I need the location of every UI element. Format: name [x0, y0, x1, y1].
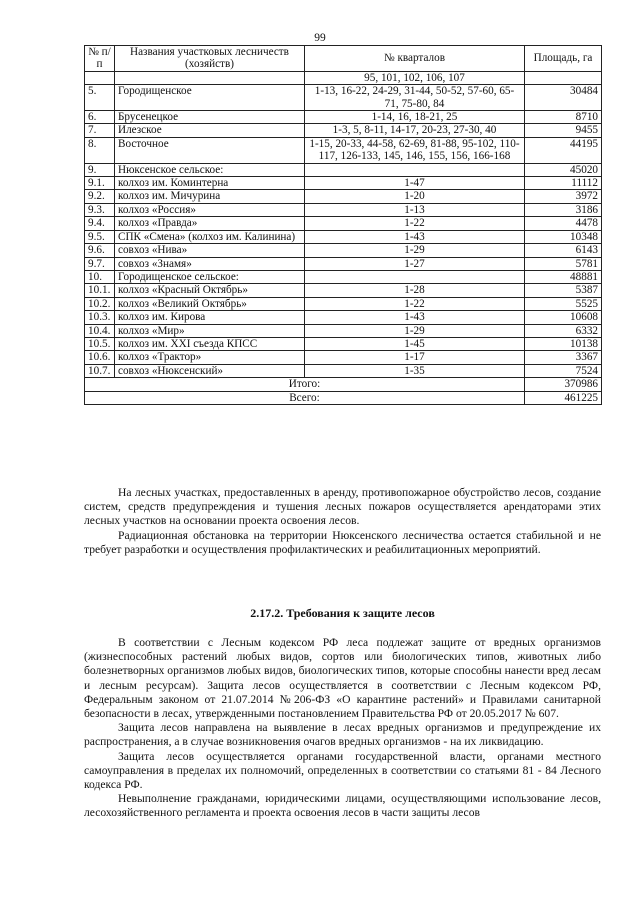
row-name: Городищенское	[115, 85, 305, 111]
table-row	[85, 257, 602, 270]
row-name: колхоз им. Кирова	[115, 311, 305, 324]
row-number: 9.1.	[85, 177, 115, 190]
row-number: 9.	[85, 163, 115, 176]
row-number: 9.6.	[85, 244, 115, 257]
header-quarters: № кварталов	[305, 46, 525, 72]
header-number: № п/п	[85, 46, 115, 72]
row-quarters: 1-22	[305, 217, 525, 230]
paragraph: В соответствии с Лесным кодексом РФ леса подлежат защите от вредных организмов (жизнеспособных растений любых видов, сортов или биологических типов, животных либо болезнетворных организмов любых видов, биологических типов, которые способны нанести вред лесам и лесным ресурсам). Защита лесов осуществляется в соответствии с Лесным кодексом РФ, Федеральным законом от 21.07.2014 №206-ФЗ «О карантине растений» и Правилами санитарной безопасности в лесах, утвержденными постановлением Правительства РФ от 20.05.2017 № 607.	[84, 636, 601, 721]
row-area: 3972	[525, 190, 602, 203]
table-row	[85, 190, 602, 203]
row-quarters: 1-35	[305, 364, 525, 377]
row-name: Городищенское сельское:	[115, 270, 305, 283]
row-name: колхоз им. XXI съезда КПСС	[115, 337, 305, 350]
row-quarters: 1-29	[305, 244, 525, 257]
row-name: Брусенецкое	[115, 111, 305, 124]
row-quarters	[305, 270, 525, 283]
row-number: 7.	[85, 124, 115, 137]
row-name: колхоз «Россия»	[115, 203, 305, 216]
total-row	[85, 391, 602, 404]
row-area: 45020	[525, 163, 602, 176]
body-text-bottom	[84, 636, 601, 821]
row-name: Нюксенское сельское:	[115, 163, 305, 176]
paragraph: На лесных участках, предоставленных в аренду, противопожарное обустройство лесов, создание систем, средств предупреждения и тушения лесных пожаров осуществляется арендаторами этих лесных участков на основании проекта освоения лесов.	[84, 486, 601, 528]
row-name: совхоз «Знамя»	[115, 257, 305, 270]
table-row	[85, 71, 602, 84]
row-area: 5525	[525, 297, 602, 310]
row-quarters: 1-3, 5, 8-11, 14-17, 20-23, 27-30, 40	[305, 124, 525, 137]
row-number: 10.4.	[85, 324, 115, 337]
subtotal-label: Итого:	[85, 378, 525, 391]
row-quarters: 1-17	[305, 351, 525, 364]
row-name: совхоз «Нюксенский»	[115, 364, 305, 377]
row-name: колхоз «Великий Октябрь»	[115, 297, 305, 310]
page-number: 99	[314, 32, 326, 44]
row-area: 44195	[525, 137, 602, 163]
row-number: 9.3.	[85, 203, 115, 216]
table-row	[85, 230, 602, 243]
table-row	[85, 177, 602, 190]
total-label: Всего:	[85, 391, 525, 404]
forestry-table	[84, 45, 602, 405]
table-row	[85, 337, 602, 350]
row-quarters: 1-14, 16, 18-21, 25	[305, 111, 525, 124]
row-number: 10.	[85, 270, 115, 283]
header-name: Названия участковых лесничеств (хозяйств)	[115, 46, 305, 72]
row-area: 4478	[525, 217, 602, 230]
paragraph: Защита лесов осуществляется органами государственной власти, органами местного самоуправления в пределах их полномочий, определенных в соответствии со статьями 81 - 84 Лесного кодекса РФ.	[84, 749, 601, 792]
paragraph: Радиационная обстановка на территории Нюксенского лесничества остается стабильной и не требует разработки и осуществления профилактических и реабилитационных мероприятий.	[84, 528, 601, 556]
row-number: 9.7.	[85, 257, 115, 270]
row-area: 30484	[525, 85, 602, 111]
row-area: 10608	[525, 311, 602, 324]
row-number: 9.2.	[85, 190, 115, 203]
row-quarters: 1-45	[305, 337, 525, 350]
row-area	[525, 71, 602, 84]
row-name: колхоз «Правда»	[115, 217, 305, 230]
row-quarters: 1-47	[305, 177, 525, 190]
row-name	[115, 71, 305, 84]
row-number: 9.5.	[85, 230, 115, 243]
row-area: 9455	[525, 124, 602, 137]
row-area: 6143	[525, 244, 602, 257]
row-number: 10.2.	[85, 297, 115, 310]
row-quarters: 1-29	[305, 324, 525, 337]
row-number: 10.3.	[85, 311, 115, 324]
row-name: колхоз им. Коминтерна	[115, 177, 305, 190]
row-number: 9.4.	[85, 217, 115, 230]
row-name: СПК «Смена» (колхоз им. Калинина)	[115, 230, 305, 243]
table-row	[85, 297, 602, 310]
row-quarters: 1-27	[305, 257, 525, 270]
row-name: Восточное	[115, 137, 305, 163]
row-area: 10138	[525, 337, 602, 350]
table-row	[85, 364, 602, 377]
row-number: 10.7.	[85, 364, 115, 377]
row-area: 8710	[525, 111, 602, 124]
row-area: 11112	[525, 177, 602, 190]
table-row	[85, 217, 602, 230]
total-value: 461225	[525, 391, 602, 404]
row-number: 6.	[85, 111, 115, 124]
row-name: совхоз «Нива»	[115, 244, 305, 257]
row-number: 10.6.	[85, 351, 115, 364]
paragraph: Невыполнение гражданами, юридическими лицами, осуществляющими использование лесов, лесохозяйственного регламента и проекта освоения лесов в части защиты лесов	[84, 792, 601, 820]
row-name: колхоз им. Мичурина	[115, 190, 305, 203]
row-area: 5781	[525, 257, 602, 270]
table-row	[85, 137, 602, 163]
row-name: колхоз «Трактор»	[115, 351, 305, 364]
body-text-top	[84, 486, 601, 557]
table-row	[85, 311, 602, 324]
table-body	[85, 71, 602, 377]
row-quarters: 1-43	[305, 230, 525, 243]
row-quarters: 95, 101, 102, 106, 107	[305, 71, 525, 84]
header-area: Площадь, га	[525, 46, 602, 72]
row-area: 3186	[525, 203, 602, 216]
table-row	[85, 270, 602, 283]
row-number: 5.	[85, 85, 115, 111]
row-area: 6332	[525, 324, 602, 337]
row-number: 10.1.	[85, 284, 115, 297]
row-number	[85, 71, 115, 84]
table-row	[85, 85, 602, 111]
table-row	[85, 284, 602, 297]
table-row	[85, 351, 602, 364]
row-area: 3367	[525, 351, 602, 364]
table-row	[85, 244, 602, 257]
row-name: колхоз «Красный Октябрь»	[115, 284, 305, 297]
section-heading: 2.17.2. Требования к защите лесов	[250, 606, 435, 620]
paragraph: Защита лесов направлена на выявление в лесах вредных организмов и предупреждение их распространения, а в случае возникновения очагов вредных организмов - на их ликвидацию.	[84, 721, 601, 749]
row-quarters: 1-15, 20-33, 44-58, 62-69, 81-88, 95-102, 110-117, 126-133, 145, 146, 155, 156, 166-168	[305, 137, 525, 163]
row-name: Илезское	[115, 124, 305, 137]
row-area: 7524	[525, 364, 602, 377]
row-quarters	[305, 163, 525, 176]
subtotal-row	[85, 378, 602, 391]
table-row	[85, 124, 602, 137]
table-row	[85, 111, 602, 124]
row-name: колхоз «Мир»	[115, 324, 305, 337]
row-area: 5387	[525, 284, 602, 297]
row-quarters: 1-43	[305, 311, 525, 324]
row-quarters: 1-13, 16-22, 24-29, 31-44, 50-52, 57-60, 65-71, 75-80, 84	[305, 85, 525, 111]
row-quarters: 1-22	[305, 297, 525, 310]
row-quarters: 1-20	[305, 190, 525, 203]
row-number: 10.5.	[85, 337, 115, 350]
row-quarters: 1-13	[305, 203, 525, 216]
table-row	[85, 324, 602, 337]
subtotal-value: 370986	[525, 378, 602, 391]
row-quarters: 1-28	[305, 284, 525, 297]
row-area: 10348	[525, 230, 602, 243]
table-header-row	[85, 46, 602, 72]
row-area: 48881	[525, 270, 602, 283]
row-number: 8.	[85, 137, 115, 163]
table-row	[85, 163, 602, 176]
table-row	[85, 203, 602, 216]
